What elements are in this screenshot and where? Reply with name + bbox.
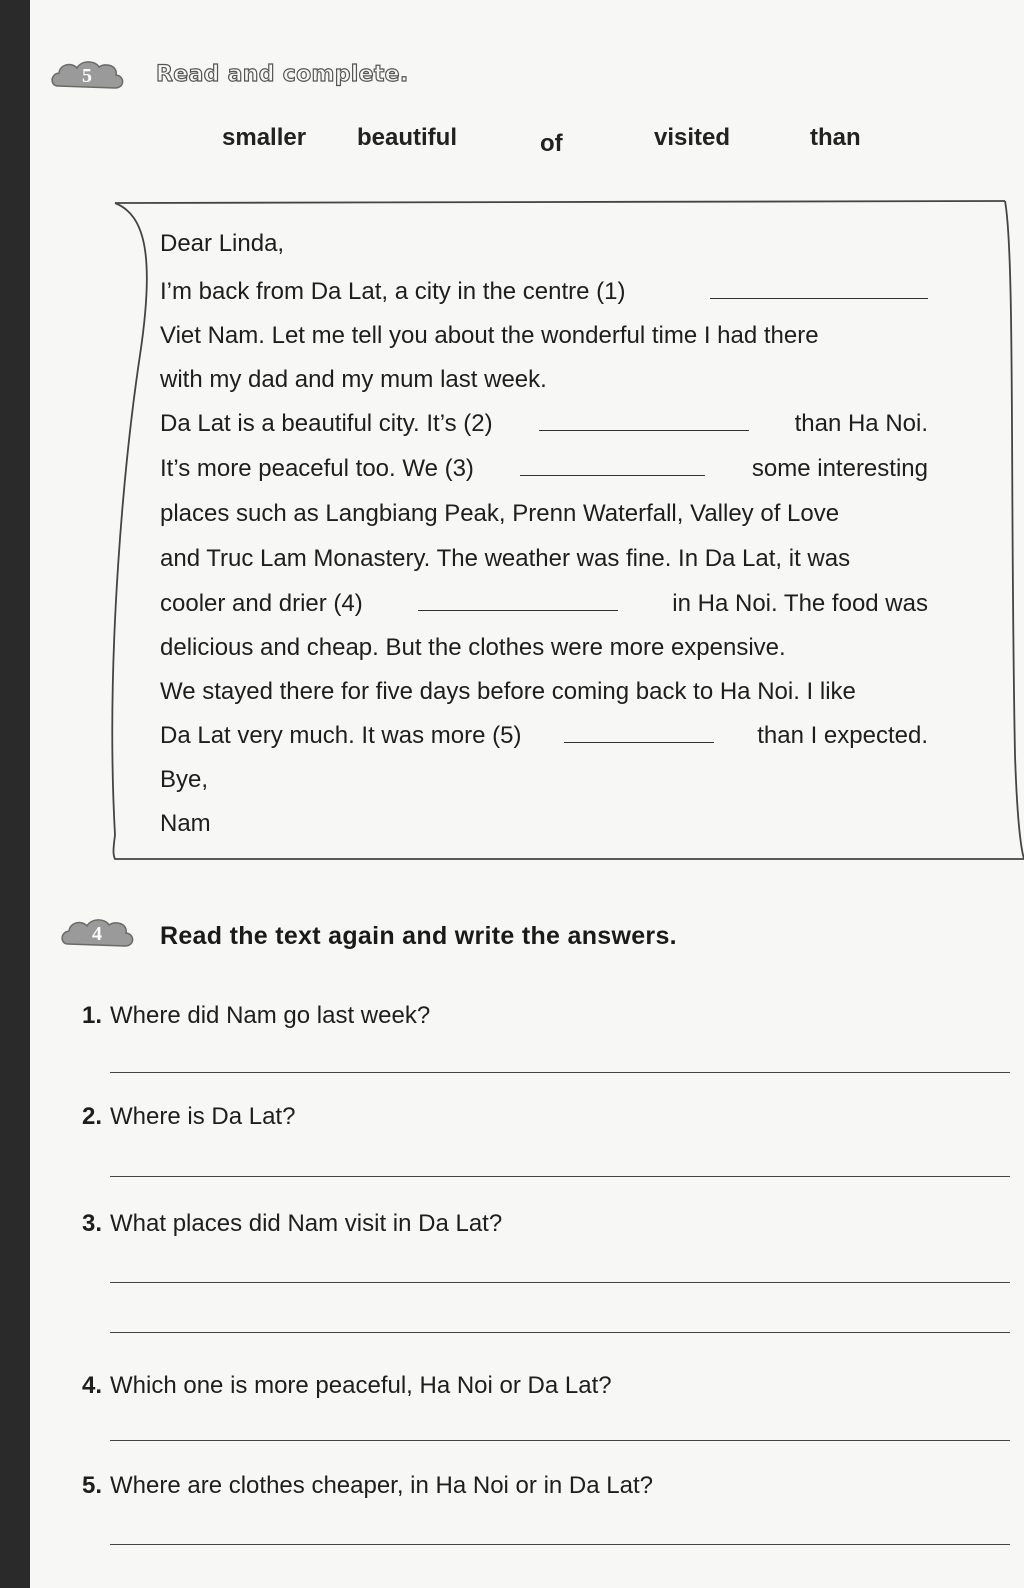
word-bank-of: of	[540, 130, 563, 157]
letter-line-5-text-b: some interesting	[751, 455, 928, 482]
answer-line-1[interactable]	[110, 1072, 1010, 1073]
question-4-number: 4.	[82, 1372, 103, 1399]
exercise-4-badge	[58, 914, 136, 954]
word-bank-smaller: smaller	[222, 124, 307, 151]
letter-line-9: delicious and cheap. But the clothes were more expensive.	[160, 634, 786, 661]
letter-line-2: Viet Nam. Let me tell you about the wonderful time I had there	[160, 322, 819, 349]
word-bank-beautiful: beautiful	[357, 124, 457, 151]
question-3	[82, 1210, 502, 1238]
word-bank-than: than	[810, 124, 861, 151]
letter-closing: Bye,	[160, 766, 209, 793]
exercise-4-number: 4	[92, 923, 102, 945]
question-3-number: 3.	[82, 1210, 103, 1237]
answer-line-3a[interactable]	[110, 1282, 1010, 1283]
letter-line-6	[160, 500, 928, 528]
letter-line-11-text-b: than I expected.	[757, 722, 928, 749]
letter-line-7-text: and Truc Lam Monastery. The weather was fine. In Da Lat, it was	[160, 545, 851, 572]
exercise-4-title: Read the text again and write the answers.	[160, 922, 677, 950]
question-1-text: Where did Nam go last week?	[110, 1002, 431, 1029]
letter-line-8	[160, 590, 928, 618]
question-2-text: Where is Da Lat?	[110, 1103, 296, 1130]
letter-line-8-text-a: cooler and drier (4)	[160, 590, 363, 617]
letter-line-1-text: I’m back from Da Lat, a city in the centre (1)	[160, 278, 626, 305]
letter-line-4-text-a: Da Lat is a beautiful city. It’s (2)	[160, 410, 493, 437]
exercise-5-number: 5	[82, 65, 92, 87]
answer-line-2[interactable]	[110, 1176, 1010, 1177]
question-4	[82, 1372, 612, 1400]
question-1	[82, 1002, 430, 1030]
question-1-number: 1.	[82, 1002, 103, 1029]
answer-line-3b[interactable]	[110, 1332, 1010, 1333]
word-bank-visited: visited	[654, 124, 731, 151]
blank-5[interactable]	[564, 722, 714, 743]
blank-2[interactable]	[539, 410, 749, 431]
question-3-text: What places did Nam visit in Da Lat?	[110, 1210, 503, 1237]
letter-line-6-text: places such as Langbiang Peak, Prenn Waterfall, Valley of Love	[160, 500, 840, 527]
blank-1[interactable]	[710, 278, 928, 299]
letter-line-3: with my dad and my mum last week.	[160, 366, 547, 393]
blank-4[interactable]	[418, 590, 618, 611]
letter-greeting: Dear Linda,	[160, 230, 285, 257]
blank-3[interactable]	[520, 455, 705, 476]
exercise-5-badge	[48, 56, 126, 96]
letter-line-8-text-b: in Ha Noi. The food was	[672, 590, 928, 617]
letter-line-11-text-a: Da Lat very much. It was more (5)	[160, 722, 522, 749]
letter-line-7	[160, 545, 928, 573]
letter-line-11	[160, 722, 928, 750]
page-edge-shadow	[0, 0, 30, 1588]
letter-line-10	[160, 678, 928, 706]
answer-line-4[interactable]	[110, 1440, 1010, 1441]
letter-line-1	[160, 278, 928, 306]
answer-line-5[interactable]	[110, 1544, 1010, 1545]
letter-line-5-text-a: It’s more peaceful too. We (3)	[160, 455, 474, 482]
question-5-text: Where are clothes cheaper, in Ha Noi or in Da Lat?	[110, 1472, 653, 1499]
letter-signature: Nam	[160, 810, 211, 837]
letter-line-4	[160, 410, 928, 438]
question-2-number: 2.	[82, 1103, 103, 1130]
question-5-number: 5.	[82, 1472, 103, 1499]
question-5	[82, 1472, 653, 1500]
letter-line-4-text-b: than Ha Noi.	[794, 410, 928, 437]
letter-line-5	[160, 455, 928, 483]
exercise-5-title: Read and complete.	[156, 62, 409, 87]
question-4-text: Which one is more peaceful, Ha Noi or Da Lat?	[110, 1372, 612, 1399]
question-2	[82, 1103, 295, 1131]
letter-line-10-text: We stayed there for five days before coming back to Ha Noi. I like	[160, 678, 856, 705]
